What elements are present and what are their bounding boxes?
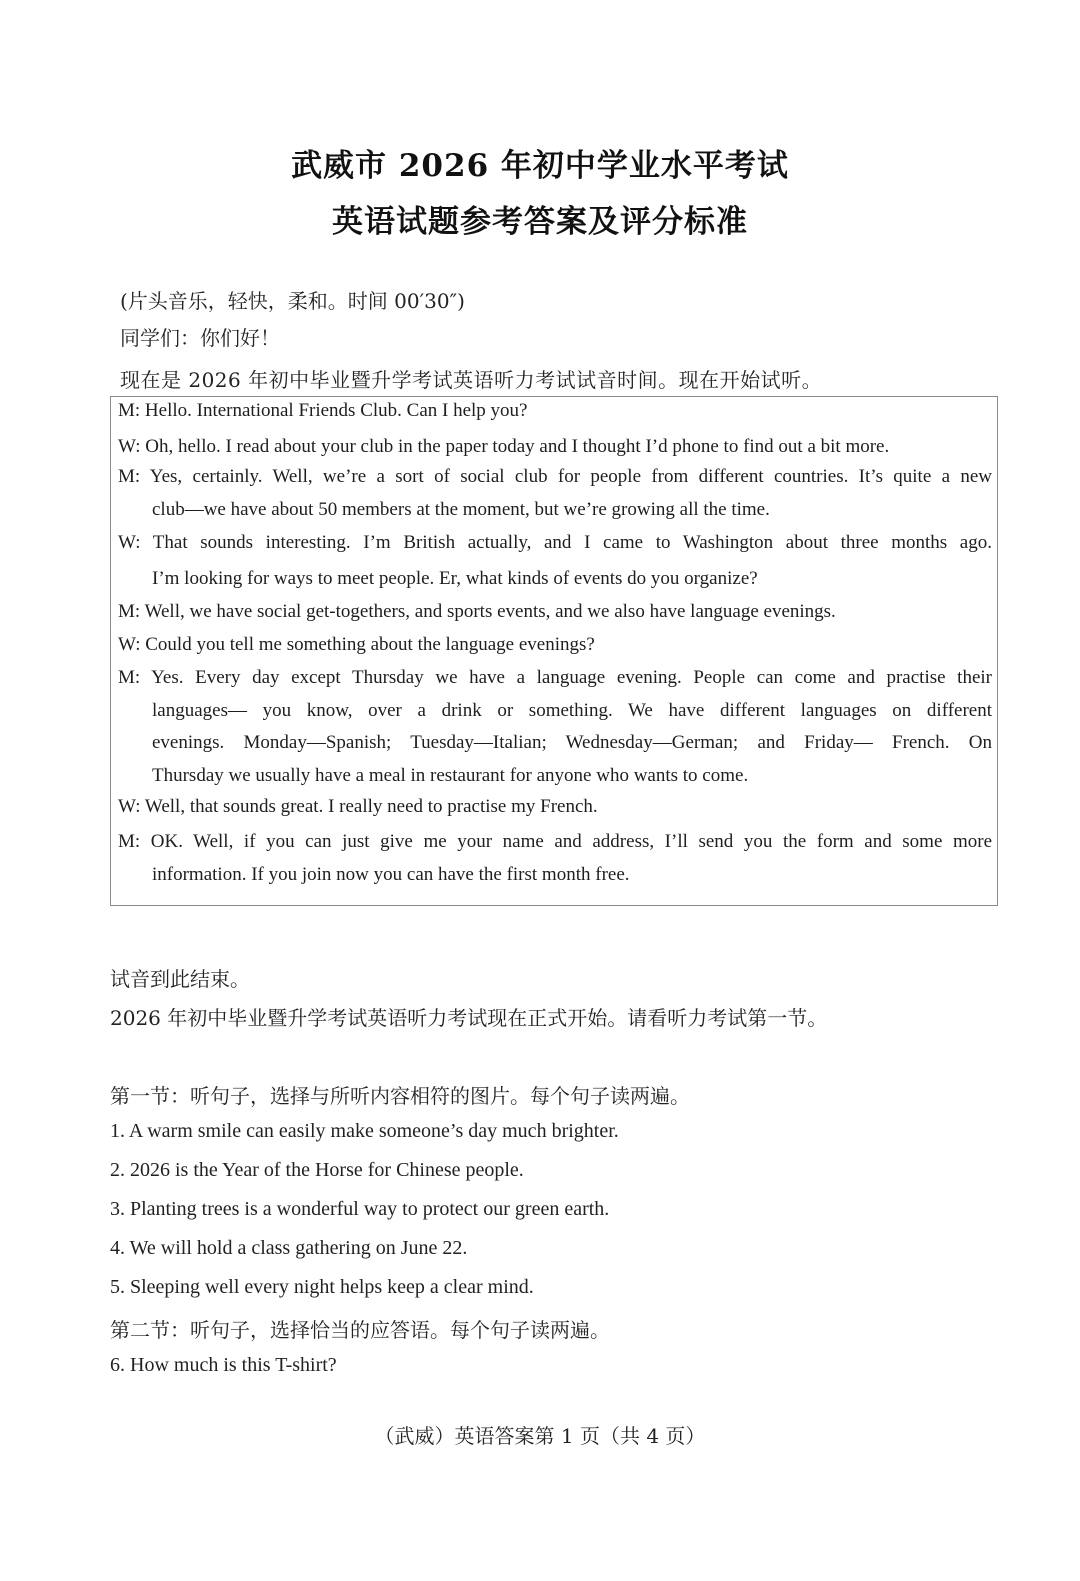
question-item: 2. 2026 is the Year of the Horse for Chinese people.	[110, 1159, 524, 1181]
music-note: (片头音乐，轻快，柔和。时间 00′30″)	[120, 289, 465, 313]
dialogue-line: I’m looking for ways to meet people. Er, what kinds of events do you organize?	[152, 568, 758, 589]
dialogue-line: W: That sounds interesting. I’m British actually, and I came to Washington about three months ago.	[118, 532, 992, 553]
dialogue-line: W: Well, that sounds great. I really need to practise my French.	[118, 796, 598, 817]
dialogue-line: W: Could you tell me something about the language evenings?	[118, 634, 595, 655]
section-heading: 第一节：听句子，选择与所听内容相符的图片。每个句子读两遍。	[110, 1084, 690, 1108]
dialogue-line: M: Well, we have social get-togethers, and sports events, and we also have language evenings.	[118, 601, 836, 622]
section-heading: 第二节：听句子，选择恰当的应答语。每个句子读两遍。	[110, 1318, 610, 1342]
trial-announcement: 现在是 2026 年初中毕业暨升学考试英语听力考试试音时间。现在开始试听。	[120, 368, 823, 392]
dialogue-line: M: Yes, certainly. Well, we’re a sort of social club for people from different countries. It’s quite a new	[118, 466, 992, 487]
greeting-text: 同学们：你们好！	[120, 326, 280, 350]
question-item: 1. A warm smile can easily make someone’s day much brighter.	[110, 1120, 619, 1142]
dialogue-line: Thursday we usually have a meal in restaurant for anyone who wants to come.	[152, 765, 749, 786]
question-item: 3. Planting trees is a wonderful way to protect our green earth.	[110, 1198, 610, 1220]
dialogue-line: information. If you join now you can have the first month free.	[152, 864, 630, 885]
page-footer: （武威）英语答案第 1 页（共 4 页）	[374, 1424, 706, 1448]
dialogue-line: M: OK. Well, if you can just give me your name and address, I’ll send you the form and some more	[118, 831, 992, 852]
dialogue-line: W: Oh, hello. I read about your club in the paper today and I thought I’d phone to find out a bit more.	[118, 436, 890, 457]
dialogue-line: club—we have about 50 members at the moment, but we’re growing all the time.	[152, 499, 770, 520]
question-item: 5. Sleeping well every night helps keep a clear mind.	[110, 1276, 534, 1298]
dialogue-line: evenings. Monday—Spanish; Tuesday—Italian; Wednesday—German; and Friday— French. On	[152, 732, 992, 753]
page-title: 武威市 2026 年初中学业水平考试	[291, 148, 789, 184]
question-item: 4. We will hold a class gathering on June 22.	[110, 1237, 468, 1259]
dialogue-line: M: Yes. Every day except Thursday we have a language evening. People can come and practise their	[118, 667, 992, 688]
question-item: 6. How much is this T-shirt?	[110, 1354, 337, 1376]
dialogue-line: languages— you know, over a drink or something. We have different languages on different	[152, 700, 992, 721]
page-subtitle: 英语试题参考答案及评分标准	[332, 204, 748, 240]
trial-end-text: 试音到此结束。	[110, 967, 250, 991]
dialogue-line: M: Hello. International Friends Club. Can I help you?	[118, 400, 528, 421]
formal-start-text: 2026 年初中毕业暨升学考试英语听力考试现在正式开始。请看听力考试第一节。	[110, 1006, 828, 1030]
